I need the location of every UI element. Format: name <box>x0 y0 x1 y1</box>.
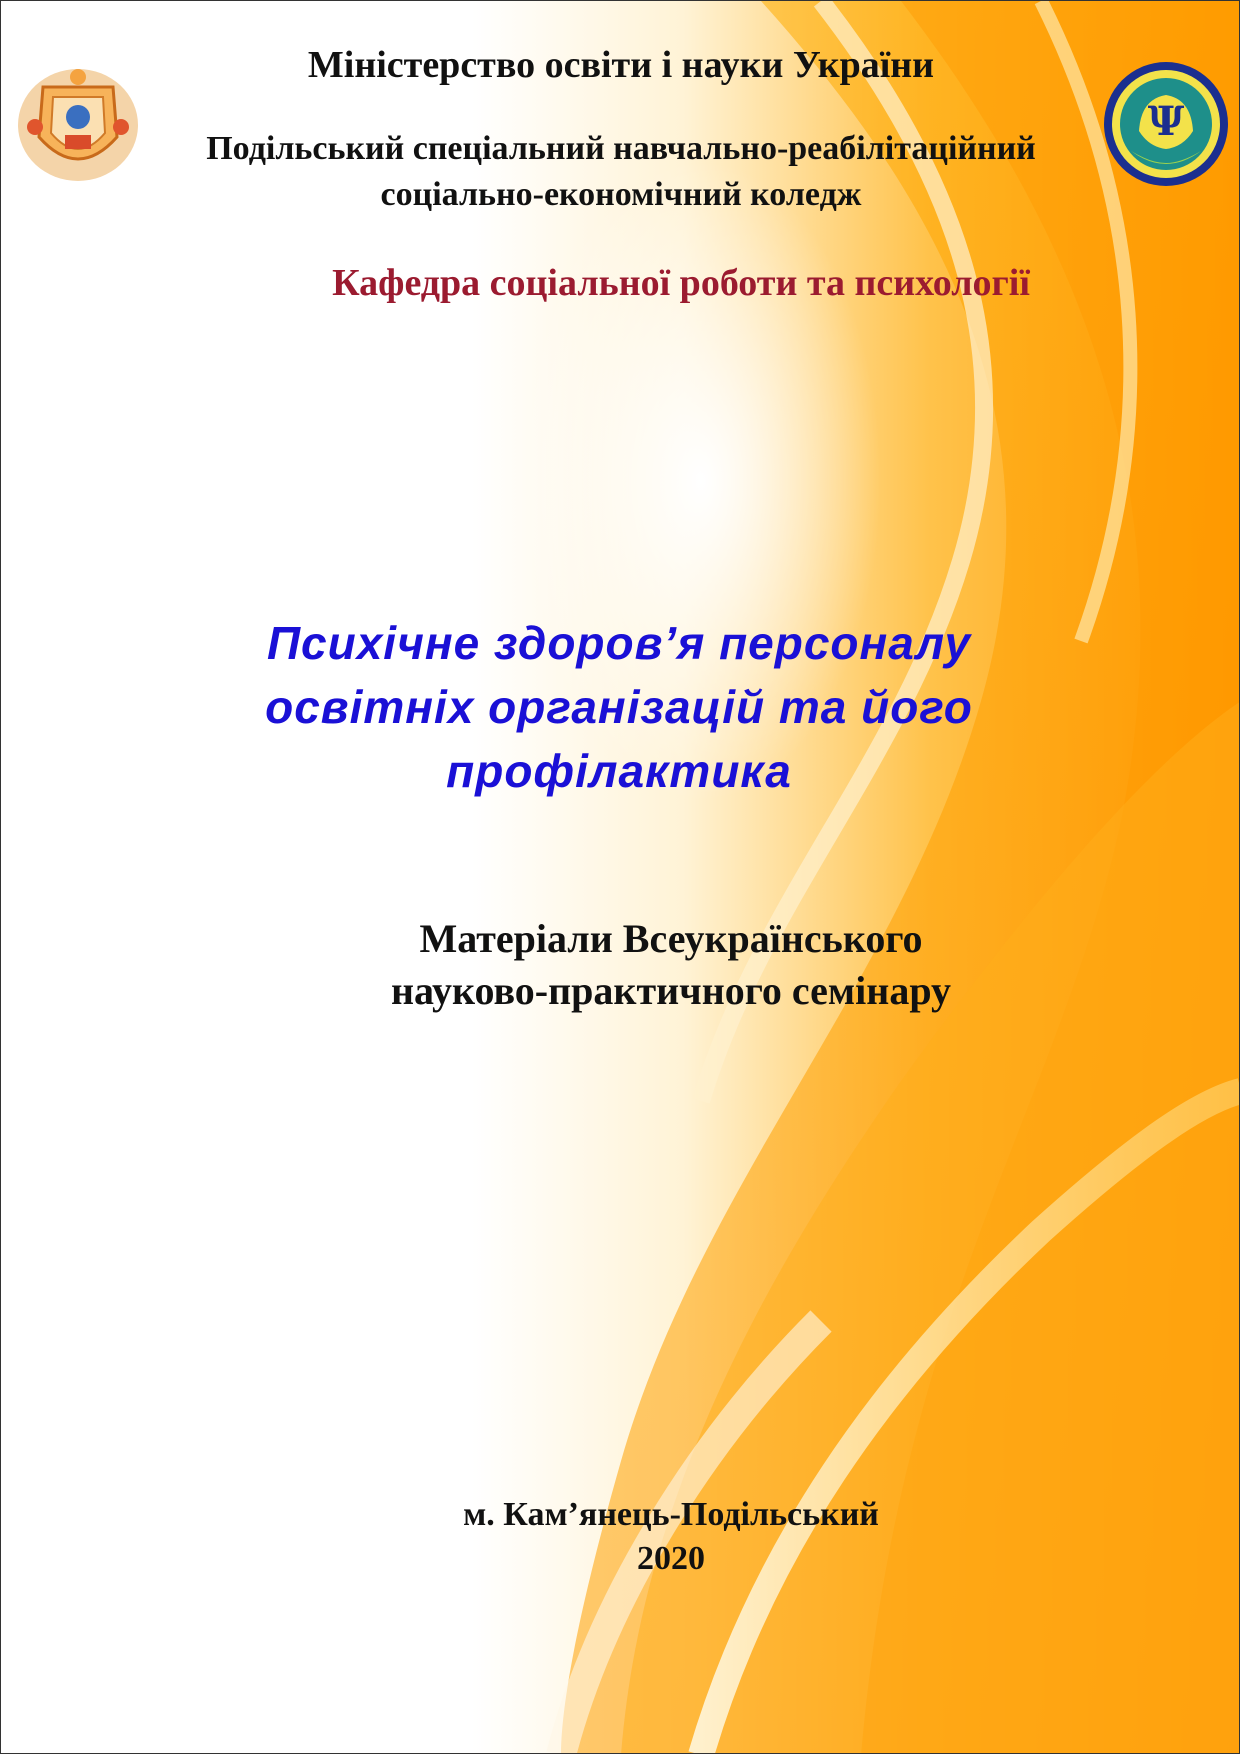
ministry-heading: Міністерство освіти і науки України <box>307 44 935 86</box>
college-name <box>1 126 1240 218</box>
materials-line2: науково-практичного семінару <box>390 968 952 1013</box>
college-name-line1: Подільський спеціальний навчально-реабілітаційний <box>206 130 1036 167</box>
materials-subtitle <box>51 913 1240 1017</box>
document-title <box>0 611 1239 803</box>
year: 2020 <box>637 1540 705 1577</box>
title-line2: освітніх організацій та його <box>265 681 973 733</box>
college-name-line2: соціально-економічний коледж <box>380 176 862 213</box>
materials-line1: Матеріали Всеукраїнського <box>419 916 923 961</box>
department-name: Кафедра соціальної роботи та психології <box>332 262 1030 304</box>
title-line1: Психічне здоров’я персоналу <box>266 617 972 669</box>
title-line3: профілактика <box>446 745 792 797</box>
imprint <box>51 1493 1240 1581</box>
svg-text:Ψ: Ψ <box>1147 98 1185 145</box>
city: м. Кам’янець-Подільський <box>463 1496 879 1533</box>
